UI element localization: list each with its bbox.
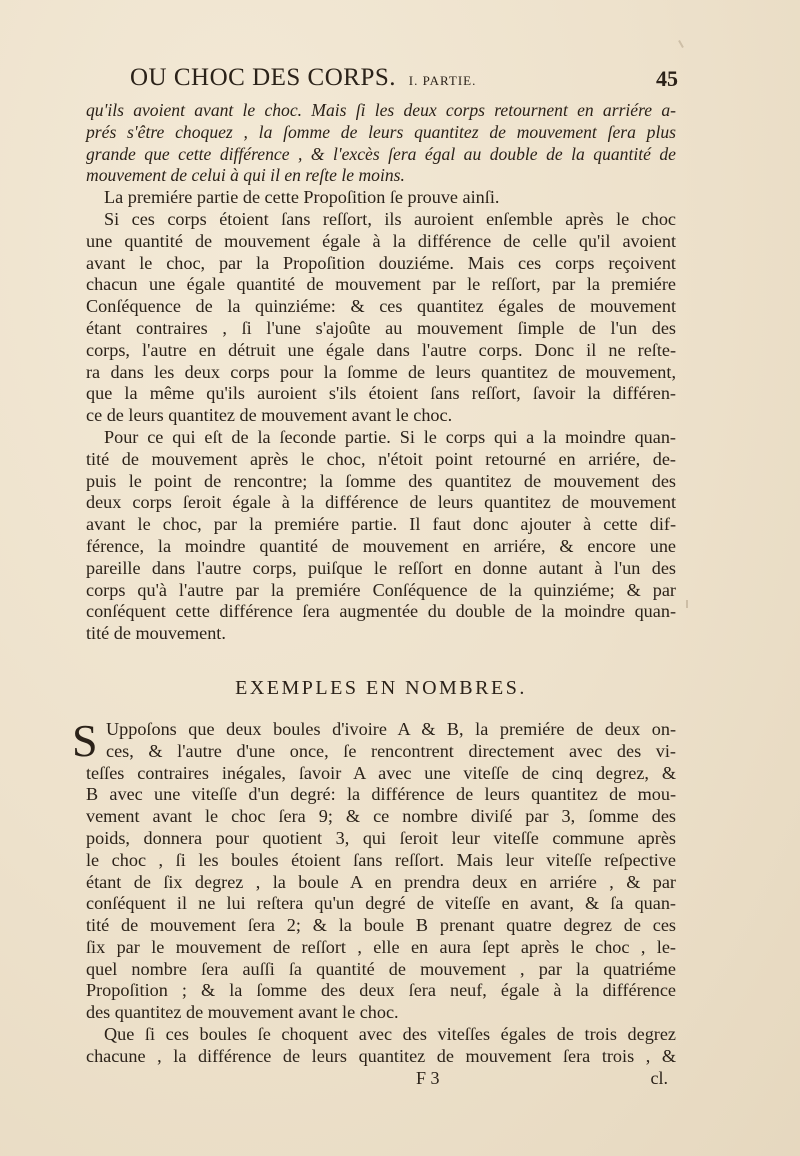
text-line: avant le choc, par la Propoſition douziéme. Mais ces corps reçoivent bbox=[86, 252, 676, 273]
running-title: OU CHOC DES CORPS. bbox=[130, 64, 397, 91]
proof-paragraphs bbox=[86, 187, 676, 645]
text-line: tité de mouvement ſera 2; & la boule B prenant quatre degrez de ces bbox=[86, 915, 676, 936]
paper-blemish bbox=[678, 40, 684, 48]
text-line: avant le choc, par la premiére partie. Il faut donc ajouter à cette dif- bbox=[86, 514, 676, 535]
text-line: pareille dans l'autre corps, puiſque le reſſort en donne autant à l'un des bbox=[86, 557, 676, 578]
drop-cap: S bbox=[72, 714, 98, 766]
text-line: ra dans les deux corps pour la ſomme de leurs quantitez de mouvement, bbox=[86, 361, 676, 382]
text-line: des quantitez de mouvement avant le choc. bbox=[86, 1002, 399, 1023]
text-line: ſix par le mouvement de reſſort , elle en aura ſept après le choc , le- bbox=[86, 936, 676, 957]
proposition-statement bbox=[86, 100, 676, 187]
section-title: EXEMPLES EN NOMBRES. bbox=[235, 676, 527, 699]
text-line: étant de ſix degrez , la boule A en prendra deux en arriére , & par bbox=[86, 871, 676, 892]
page-number: 45 bbox=[656, 66, 678, 91]
text-line: Conſéquence de la quinziéme: & ces quantitez égales de mouvement bbox=[86, 296, 676, 317]
text-line: grande que cette différence , & l'excès ſera égal au double de la quantité de bbox=[86, 143, 676, 164]
text-line: tité de mouvement après le choc, n'étoit point retourné en arriére, de- bbox=[86, 448, 676, 469]
text-line: teſſes contraires inégales, ſavoir A avec une viteſſe de cinq degrez, & bbox=[86, 762, 676, 783]
text-line: qu'ils avoient avant le choc. Mais ſi les deux corps retournent en arriére a- bbox=[86, 100, 676, 120]
paper-blemish bbox=[686, 600, 688, 608]
signature-mark: F 3 bbox=[416, 1067, 440, 1088]
text-line: le choc , ſi les boules étoient ſans reſſort. Mais leur viteſſe reſpective bbox=[86, 849, 676, 870]
text-line: prés s'être choquez , la ſomme de leurs quantitez de mouvement ſera plus bbox=[86, 121, 676, 142]
text-line: vement avant le choc ſera 9; & ce nombre diviſé par 3, ſomme des bbox=[86, 806, 676, 827]
text-line: chacune , la différence de leurs quantitez de mouvement ſera trois , & bbox=[86, 1045, 676, 1066]
text-line: corps, l'autre en détruit une égale dans l'autre corps. Donc il ne reſte- bbox=[86, 339, 676, 360]
text-line: férence, la moindre quantité de mouvement en arriére, & encore une bbox=[86, 535, 676, 556]
text-line: Uppoſons que deux boules d'ivoire A & B, la premiére de deux on- bbox=[106, 718, 676, 739]
text-line: Si ces corps étoient ſans reſſort, ils auroient enſemble après le choc bbox=[104, 208, 676, 229]
text-line: conſéquent il ne lui reſtera qu'un degré de viteſſe en avant, & ſa quan- bbox=[86, 893, 676, 914]
text-line: La premiére partie de cette Propoſition ſe prouve ainſi. bbox=[104, 187, 500, 208]
catchword: cl. bbox=[650, 1067, 668, 1088]
text-line: tité de mouvement. bbox=[86, 623, 226, 644]
book-page bbox=[72, 60, 678, 1092]
page-footer bbox=[86, 1068, 676, 1092]
text-line: deux corps ſeroit égale à la différence de leurs quantitez de mouvement bbox=[86, 492, 676, 513]
text-line: B avec une viteſſe d'un degré: la différence de leurs quantitez de mou- bbox=[86, 784, 676, 805]
text-line: conſéquent cette différence ſera augmentée du double de la moindre quan- bbox=[86, 601, 676, 622]
text-line: Propoſition ; & la ſomme des deux ſera neuf, égale à la différence bbox=[86, 980, 676, 1001]
text-line: Que ſi ces boules ſe choquent avec des viteſſes égales de trois degrez bbox=[104, 1024, 676, 1045]
page-header bbox=[86, 60, 676, 100]
text-line: Pour ce qui eſt de la ſeconde partie. Si le corps qui a la moindre quan- bbox=[104, 426, 676, 447]
text-line: puis le point de rencontre; la ſomme des quantitez de mouvement des bbox=[86, 470, 676, 491]
text-line: mouvement de celui à qui il en reſte le moins. bbox=[86, 165, 405, 186]
example-paragraph bbox=[72, 714, 676, 1068]
text-line: ce de leurs quantitez de mouvement avant le choc. bbox=[86, 405, 453, 426]
text-line: ces, & l'autre d'une once, ſe rencontrent directement avec des vi- bbox=[106, 740, 676, 761]
text-line: que la même qu'ils auroient s'ils étoient ſans reſſort, ſavoir la différen- bbox=[86, 383, 676, 404]
text-line: poids, donnera pour quotient 3, qui ſeroit leur viteſſe commune après bbox=[86, 827, 676, 848]
part-label: I. PARTIE. bbox=[408, 73, 477, 88]
text-line: chacun une égale quantité de mouvement par le reſſort, par la premiére bbox=[86, 274, 676, 295]
text-line: corps qu'à l'autre par la premiére Conſéquence de la quinziéme; & par bbox=[86, 579, 676, 600]
text-line: étant contraires , ſi l'une s'ajoûte au mouvement ſimple de l'un des bbox=[86, 317, 676, 338]
running-head bbox=[130, 64, 476, 92]
text-line: une quantité de mouvement égale à la différence de celle qu'il avoient bbox=[86, 230, 676, 251]
text-line: quel nombre ſera auſſi ſa quantité de mouvement , par la quatriéme bbox=[86, 958, 676, 979]
